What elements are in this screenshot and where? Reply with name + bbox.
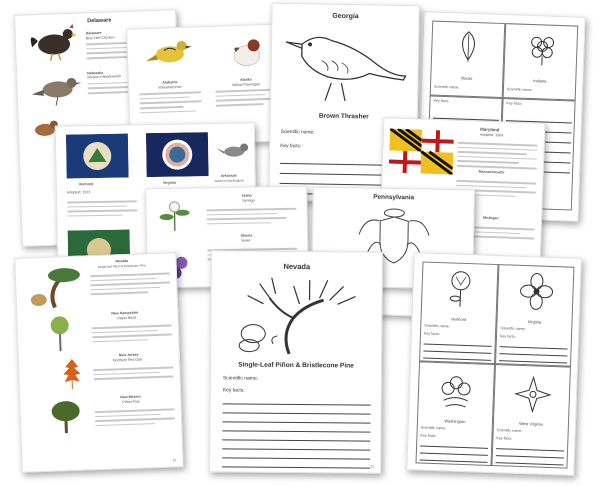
text-lines: [95, 405, 176, 429]
virginia-flag: [146, 132, 209, 177]
bird-name: Brown Thrasher: [318, 112, 369, 121]
state-title: Michigan: [482, 215, 499, 221]
state-label: Virginia: [527, 319, 542, 325]
facts-label: Key facts:: [496, 436, 513, 441]
sheet-nevada-trees: [14, 252, 183, 473]
label: Willow Ptarmigan: [232, 81, 260, 87]
chicken-illustration: [23, 21, 84, 63]
ruled-lines: [423, 338, 492, 361]
state-label: Vermont: [451, 316, 467, 322]
leaf-outline-icon: [455, 29, 482, 64]
syringa-illustration: [154, 197, 195, 234]
left-text: [139, 79, 202, 116]
state-title: Idaho: [242, 193, 252, 198]
state-title: New Mexico: [120, 394, 141, 400]
state-label: Washington: [444, 418, 466, 425]
state-sub: Northern Red Oak: [112, 357, 143, 363]
facts-label: Key facts:: [506, 101, 523, 106]
facts-label: Key facts:: [499, 334, 516, 339]
ruled-lines: [499, 340, 568, 363]
pinon-pine-illustration: [48, 397, 83, 434]
sci-label: Scientific name:: [496, 428, 523, 434]
page-title: Nevada: [283, 261, 311, 272]
state-title: New Hampshire: [111, 310, 139, 316]
facts-label: Key facts:: [222, 387, 245, 394]
label: Blue Hen Chicken: [85, 34, 115, 40]
ruled-lines: [496, 442, 565, 465]
mockingbird-illustration: [216, 135, 255, 170]
text-lines: [457, 139, 538, 172]
state-title: Maryland: [480, 126, 500, 133]
rhododendron-outline-icon: [437, 370, 474, 413]
pine-tree-outline: [229, 273, 366, 356]
page-title: Pennsylvania: [373, 193, 415, 202]
text-lines: [206, 205, 296, 228]
red-oak-leaf-illustration: [59, 356, 86, 389]
text-lines: [90, 269, 171, 298]
paper-birch-illustration: [47, 315, 72, 352]
flower-outline-icon: [527, 32, 558, 67]
meadowlark-illustration: [27, 68, 88, 110]
state-label: Virginia: [162, 180, 176, 185]
state-title: Massachusetts: [478, 169, 505, 175]
label: Alabama: [162, 80, 178, 85]
label: Alaska: [239, 77, 252, 82]
sci-label: Scientific name:: [433, 84, 460, 90]
rhododendron-star-outline-icon: [513, 375, 552, 414]
yellowhammer-illustration: [143, 33, 200, 75]
clover-outline-icon: [445, 268, 476, 309]
state-label: West Virginia: [519, 420, 543, 427]
facts-label: Key facts:: [420, 433, 437, 439]
state-label: Vermont: [78, 182, 94, 187]
page-number: 22: [172, 458, 177, 463]
state-sub: Single-leaf Piñon & Bristlecone Pine: [97, 263, 146, 269]
state-label: Arkansas: [220, 173, 237, 178]
ruled-lines: [222, 395, 371, 468]
facts-label: Key facts:: [423, 331, 440, 337]
bristlecone-illustration: [24, 264, 89, 310]
sci-label: Scientific name:: [500, 326, 526, 332]
state-sub: Paper Birch: [117, 315, 137, 321]
year-label: Adopted: 1923: [66, 190, 91, 195]
page-number: 32: [370, 464, 375, 469]
facts-label: Key facts:: [433, 98, 450, 104]
state-sub: Northern Mockingbird: [214, 178, 244, 183]
brown-thrasher-outline: [281, 24, 410, 106]
text-lines: [92, 321, 173, 345]
sci-label: Scientific name:: [420, 425, 447, 431]
ptarmigan-illustration: [221, 33, 272, 75]
sci-label: Scientific name:: [280, 129, 315, 136]
sci-label: Scientific name:: [424, 323, 450, 329]
tree-name: Single-Leaf Piñon & Bristlecone Pine: [238, 361, 354, 370]
text-lines: [93, 363, 174, 383]
label: Delaware: [85, 30, 102, 36]
text-lines: [67, 197, 137, 220]
right-text: [215, 77, 278, 110]
vermont-flag: [66, 133, 129, 178]
label: Yellowhammer: [158, 84, 182, 90]
state-sub: Violet: [241, 238, 251, 243]
ruled-lines: [420, 439, 489, 462]
state-sub: Piñon Pine: [122, 399, 140, 405]
sheet-title: Delaware: [87, 17, 112, 25]
state-label: Indiana: [533, 78, 547, 84]
sci-label: Scientific name:: [506, 87, 533, 93]
state-title: Illinois: [240, 233, 253, 238]
state-sub: Syringa: [242, 198, 255, 203]
state-title: New Jersey: [118, 352, 139, 358]
state-sub: Adopted: 1904: [479, 132, 504, 138]
sci-label: Scientific name:: [222, 375, 259, 382]
maryland-flag: [389, 128, 454, 174]
label: Western Meadowlark: [87, 74, 121, 80]
dogwood-outline-icon: [519, 271, 554, 312]
label: Nebraska: [87, 70, 104, 75]
state-label: Illinois: [461, 75, 473, 81]
page-title: Georgia: [332, 12, 359, 21]
facts-label: Key facts:: [280, 143, 302, 150]
state-title: Nevada: [115, 258, 129, 264]
sheet-nevada-main: [209, 250, 383, 473]
sheet-flowers-grid: [406, 252, 582, 476]
